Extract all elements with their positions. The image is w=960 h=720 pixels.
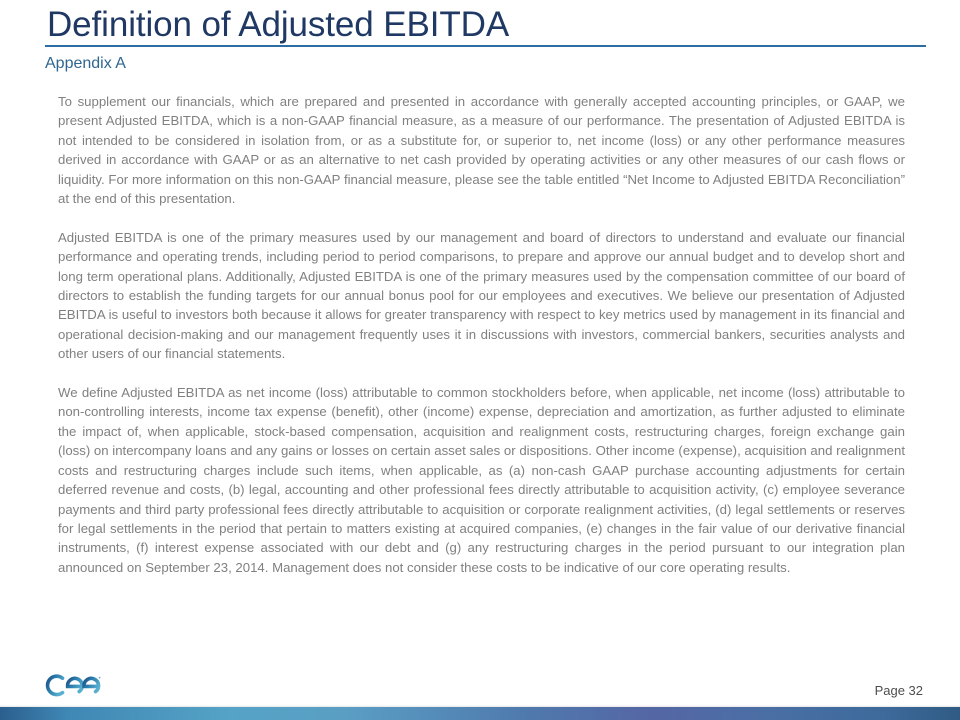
body-content [58,92,905,577]
page-subtitle: Appendix A [45,55,126,72]
body-paragraph-2: Adjusted EBITDA is one of the primary measures used by our management and board of directors to understand and evaluate our financial performance and operating trends, including period to period comparisons, to prepare and approve our annual budget and to develop short and long term operational plans. Additionally, Adjusted EBITDA is one of the primary measures used by the compensation committee of our board of directors to establish the funding targets for our annual bonus pool for our employees and executives. We believe our presentation of Adjusted EBITDA is useful to investors both because it allows for greater transparency with respect to key metrics used by management in its financial and operational decision-making and our management frequently uses it in discussions with investors, commercial bankers, securities analysts and other users of our financial statements. [58,229,905,362]
page-title: Definition of Adjusted EBITDA [47,5,510,44]
gee-logo-icon [40,670,112,700]
body-paragraph-3: We define Adjusted EBITDA as net income (loss) attributable to common stockholders before, when applicable, net income (loss) attributable to non-controlling interests, income tax expense (benefit), other (income) expense, depreciation and amortization, as further adjusted to eliminate the impact of, when applicable, stock-based compensation, acquisition and realignment costs, restructuring charges, foreign exchange gain (loss) on intercompany loans and any gains or losses on certain asset sales or dispositions. Other income (expense), acquisition and realignment costs and restructuring charges include such items, when applicable, as (a) non-cash GAAP purchase accounting adjustments for certain deferred revenue and costs, (b) legal, accounting and other professional fees directly attributable to acquisition activity, (c) employee severance payments and third party professional fees directly attributable to acquisition or corporate realignment activities, (d) legal settlements or reserves for legal settlements in the period that pertain to matters existing at acquired companies, (e) changes in the fair value of our derivative financial instruments, (f) interest expense associated with our debt and (g) any restructuring charges in the period pursuant to our integration plan announced on September 23, 2014. Management does not consider these costs to be indicative of our core operating results. [58,385,905,575]
footer-accent-bar [0,707,960,720]
title-divider [45,45,926,47]
body-paragraph-1: To supplement our financials, which are prepared and presented in accordance with generally accepted accounting principles, or GAAP, we present Adjusted EBITDA, which is a non-GAAP financial measure, as a measure of our performance. The presentation of Adjusted EBITDA is not intended to be considered in isolation from, or as a substitute for, or superior to, net income (loss) or any other performance measures derived in accordance with GAAP or as an alternative to net cash provided by operating activities or any other measures of our cash flows or liquidity. For more information on this non-GAAP financial measure, please see the table entitled “Net Income to Adjusted EBITDA Reconciliation” at the end of this presentation. [58,94,905,207]
page-number: Page 32 [874,683,923,698]
